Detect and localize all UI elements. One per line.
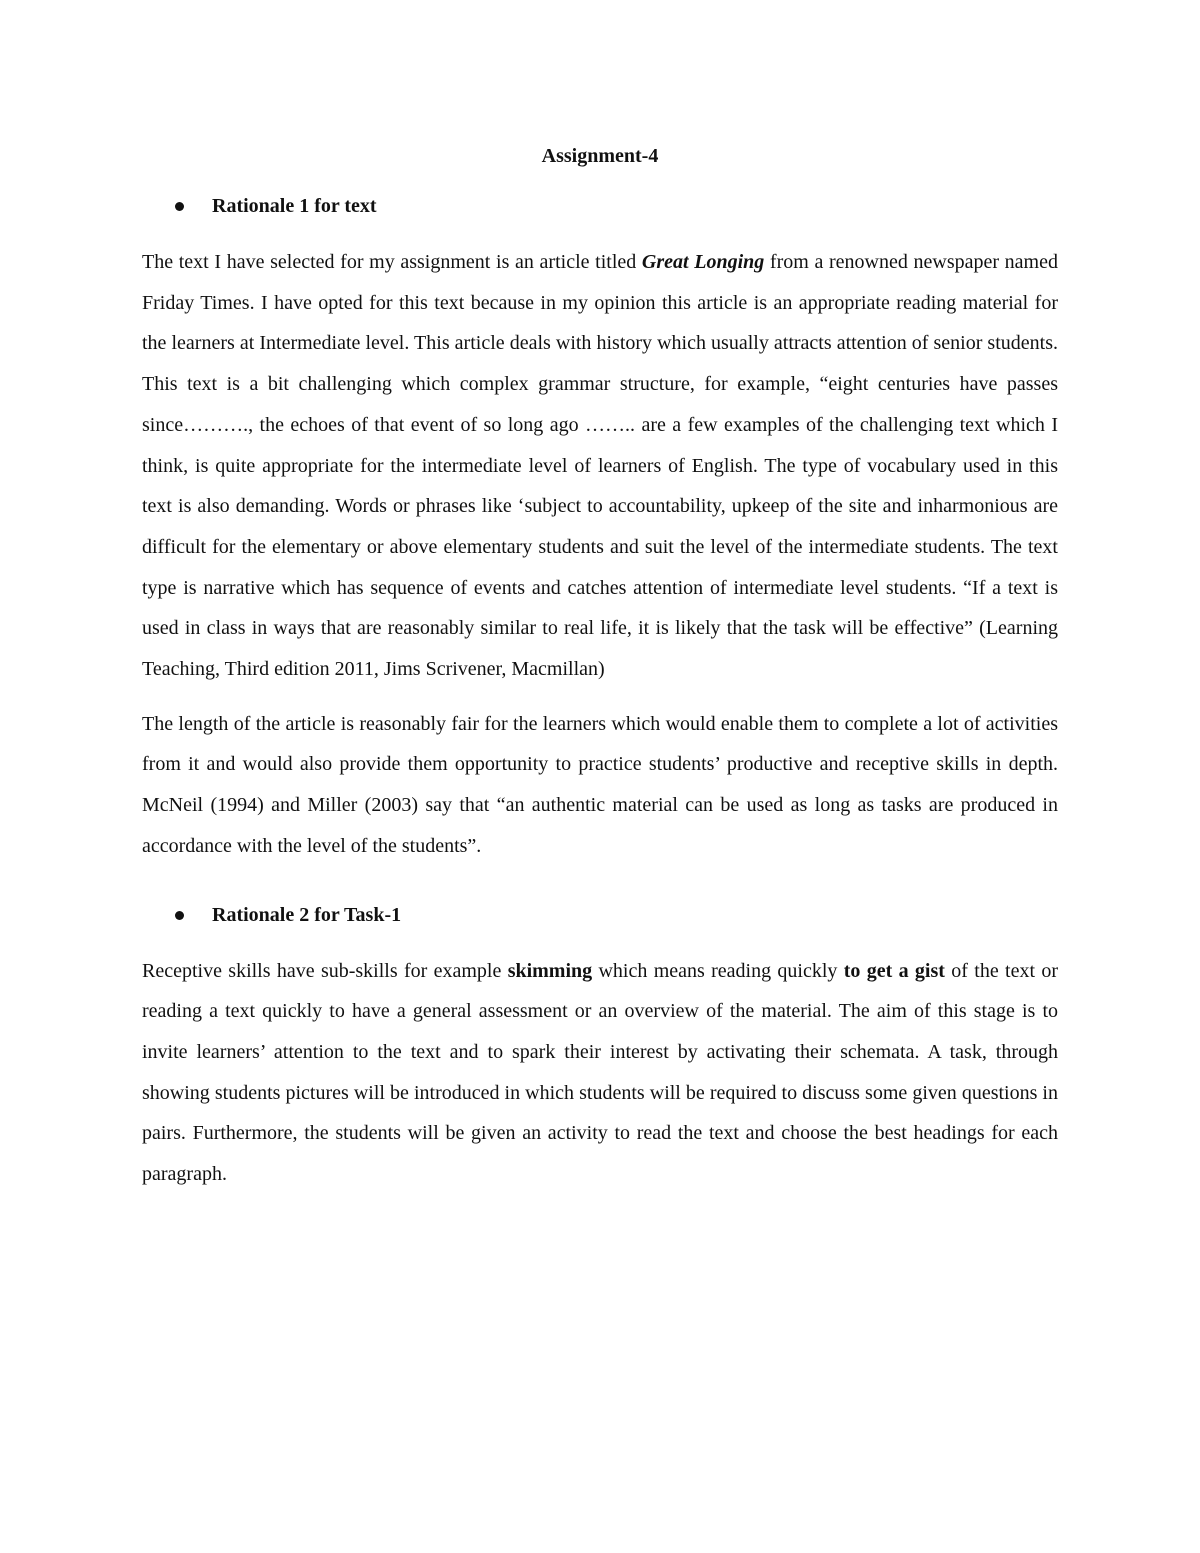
paragraph-article-length: The length of the article is reasonably fair for the learners which would enable them to complete a lot of activities from it and would also provide them opportunity to practice students’ productive and receptive skills in depth. McNeil (1994) and Miller (2003) say that “an authentic material can be used as long as tasks are produced in accordance with the level of the students”. [142, 712, 1058, 857]
paragraph-text: Receptive skills have sub-skills for example [142, 959, 508, 982]
paragraph-text: The text I have selected for my assignment is an article titled [142, 251, 642, 273]
bullet-icon [175, 911, 184, 920]
paragraph-rationale-1-text [142, 242, 1058, 690]
bullet-icon [175, 202, 184, 211]
article-title: Great Longing [641, 251, 765, 273]
bold-term-skimming: skimming [507, 959, 593, 982]
bold-term-gist: to get a gist [843, 959, 945, 982]
paragraph-text: from a renowned newspaper named Friday Times. I have opted for this text because in my opinion this article is an appropriate reading material for the learners at Intermediate level. This article deals with history which usually attracts attention of senior students. This text is a bit challenging which complex grammar structure, for example, “eight centuries have passes since………., the echoes of that event of so long ago …….. are a few examples of the challenging text which I think, is quite appropriate for the intermediate level of learners of English. The type of vocabulary used in this text is also demanding. Words or phrases like ‘subject to accountability, upkeep of the site and inharmonious are difficult for the elementary or above elementary students and suit the level of the intermediate students. The text type is narrative which has sequence of events and catches attention of intermediate level students. “If a text is used in class in ways that are reasonably similar to real life, it is likely that the task will be effective” (Learning Teaching, Third edition 2011, Jims Scrivener, Macmillan) [142, 251, 1058, 681]
section-heading-label: Rationale 2 for Task-1 [212, 903, 402, 926]
paragraph-task-1 [142, 951, 1058, 1195]
paragraph-text: which means reading quickly [592, 959, 844, 982]
section-heading-rationale-2 [142, 899, 1058, 931]
document-title: Assignment-4 [541, 145, 659, 167]
section-heading-rationale-1 [142, 190, 1058, 222]
section-heading-label: Rationale 1 for text [212, 195, 377, 217]
section-spacer [142, 881, 1058, 899]
document-content [142, 140, 1058, 1195]
paragraph-text: of the text or reading a text quickly to have a general assessment or an overview of the material. The aim of this stage is to invite learners’ attention to the text and to spark their interest by activating their schemata. A task, through showing students pictures will be introduced in which students will be required to discuss some given questions in pairs. Furthermore, the students will be given an activity to read the text and choose the best headings for each paragraph. [142, 959, 1059, 1186]
